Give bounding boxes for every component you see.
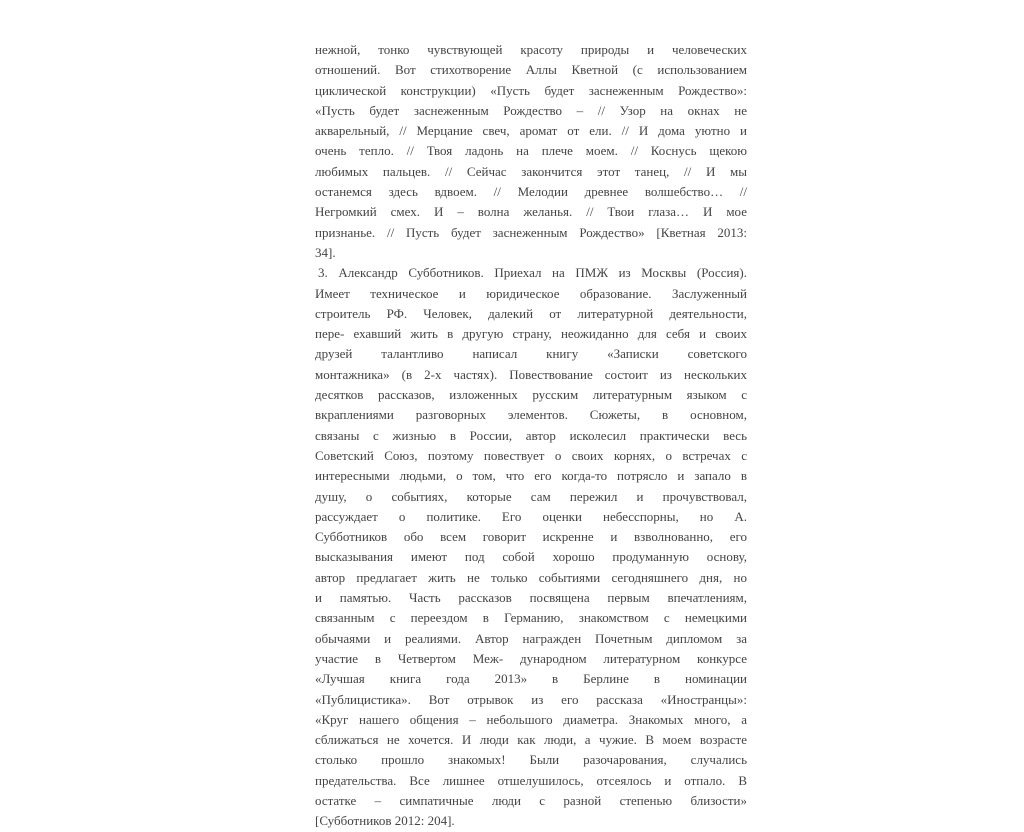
text-line: акварельный, // Мерцание свеч, аромат от ели. // И дома уютно и <box>315 123 747 139</box>
text-line: десятков рассказов, изложенных русским литературным языком с <box>315 387 747 403</box>
text-line: пере- ехавший жить в другую страну, неожиданно для себя и своих <box>315 326 747 342</box>
text-line: [Субботников 2012: 204]. <box>315 813 455 829</box>
text-line: строитель РФ. Человек, далекий от литературной деятельности, <box>315 305 747 321</box>
text-line: циклической конструкции) «Пусть будет заснеженным Рождество»: <box>315 82 747 98</box>
text-line: монтажника» (в 2-х частях). Повествование состоит из нескольких <box>315 366 747 382</box>
text-line: любимых пальцев. // Сейчас закончится этот танец, // И мы <box>315 163 747 179</box>
text-line: «Лучшая книга года 2013» в Берлине в номинации <box>315 671 747 687</box>
text-line: автор предлагает жить не только событиями сегодняшнего дня, но <box>315 569 747 585</box>
text-line: и памятью. Часть рассказов посвящена первым впечатлениям, <box>315 590 747 606</box>
text-line: 34]. <box>315 244 336 260</box>
text-line: связанным с переездом в Германию, знакомством с немецкими <box>315 610 747 626</box>
text-line: сближаться не хочется. И люди как люди, а чужие. В моем возрасте <box>315 732 747 748</box>
text-line: высказывания имеют под собой хорошо продуманную основу, <box>315 549 747 565</box>
text-line: Субботников обо всем говорит искренне и взволнованно, его <box>315 529 747 545</box>
text-line: отношений. Вот стихотворение Аллы Кветной (с использованием <box>315 62 747 78</box>
text-line: вкраплениями разговорных элементов. Сюжеты, в основном, <box>315 407 747 423</box>
text-line: предательства. Все лишнее отшелушилось, отсеялось и отпало. В <box>315 772 747 788</box>
text-line: «Пусть будет заснеженным Рождество – // Узор на окнах не <box>315 102 747 118</box>
text-line: Имеет техническое и юридическое образование. Заслуженный <box>315 285 747 301</box>
document-text-block <box>315 40 747 832</box>
text-line: «Круг нашего общения – небольшого диаметра. Знакомых много, а <box>315 711 747 727</box>
text-line: остатке – симпатичные люди с разной степенью близости» <box>315 792 747 808</box>
text-line: друзей талантливо написал книгу «Записки советского <box>315 346 747 362</box>
text-line: останемся здесь вдвоем. // Мелодии древнее волшебство… // <box>315 184 747 200</box>
text-line: душу, о событиях, которые сам пережил и прочувствовал, <box>315 488 747 504</box>
text-line: очень тепло. // Твоя ладонь на плече моем. // Коснусь щекою <box>315 143 747 159</box>
text-line: интересными людьми, о том, что его когда-то потрясло и запало в <box>315 468 747 484</box>
text-line: столько прошло знакомых! Были разочарования, случались <box>315 752 747 768</box>
text-line: Негромкий смех. И – волна желанья. // Твои глаза… И мое <box>315 204 747 220</box>
text-line: 3. Александр Субботников. Приехал на ПМЖ из Москвы (Россия). <box>318 265 747 281</box>
text-line: нежной, тонко чувствующей красоту природы и человеческих <box>315 42 747 57</box>
text-line: Советский Союз, поэтому повествует о своих корнях, о встречах с <box>315 447 747 463</box>
text-line: признанье. // Пусть будет заснеженным Рождество» [Кветная 2013: <box>315 224 747 240</box>
text-line: участие в Четвертом Меж- дународном литературном конкурсе <box>315 650 747 666</box>
text-line: связаны с жизнью в России, автор исколесил практически весь <box>315 427 747 443</box>
text-line: рассуждает о политике. Его оценки небесспорны, но А. <box>315 508 747 524</box>
text-line: «Публицистика». Вот отрывок из его рассказа «Иностранцы»: <box>315 691 747 707</box>
text-line: обычаями и реалиями. Автор награжден Почетным дипломом за <box>315 630 747 646</box>
